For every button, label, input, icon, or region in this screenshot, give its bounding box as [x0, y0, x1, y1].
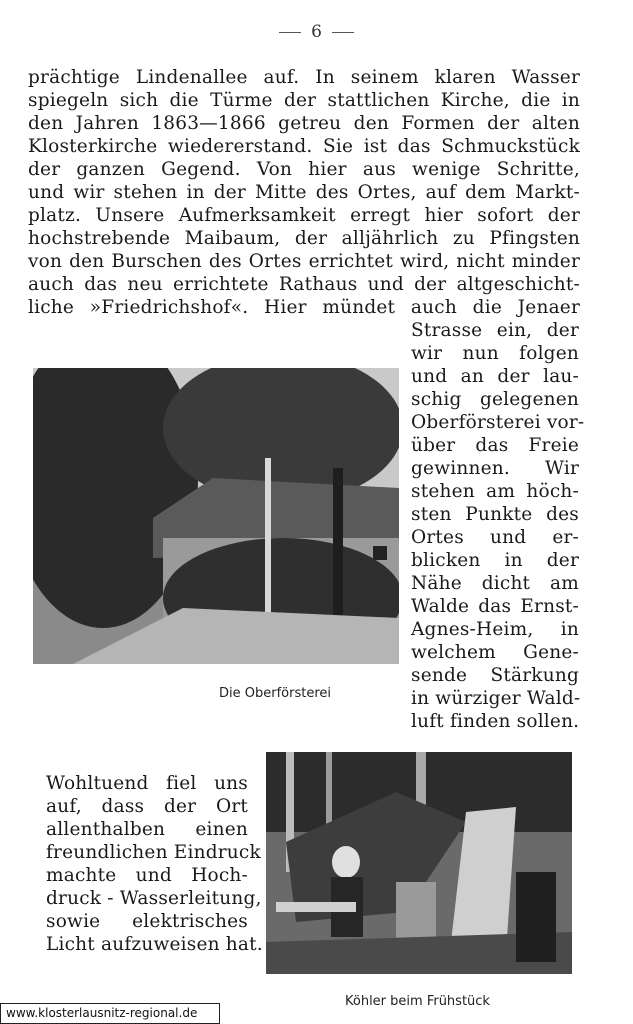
paragraph-1-line: der ganzen Gegend. Von hier aus wenige Schritte, — [28, 159, 580, 180]
wrap-line: Agnes-Heim, in — [411, 619, 579, 640]
page-number — [0, 22, 633, 42]
wrap-line: welchem Gene- — [411, 642, 579, 663]
wrap-line: gewinnen. Wir — [411, 458, 579, 479]
page-number-text: 6 — [311, 22, 322, 42]
wrap-line: wir nun folgen — [411, 343, 579, 364]
watermark-url: www.klosterlausnitz-regional.de — [0, 1003, 220, 1024]
wrap-line: über das Freie — [411, 435, 579, 456]
photo-koehler-image — [266, 752, 572, 974]
photo-oberfoersterei-image — [33, 368, 399, 664]
wrap-line: schig gelegenen — [411, 389, 579, 410]
wrap-line: Nähe dicht am — [411, 573, 579, 594]
paragraph-2-line: sowie elektrisches — [46, 911, 248, 932]
page-number-dash-left — [279, 32, 301, 33]
photo-koehler-caption: Köhler beim Frühstück — [345, 994, 490, 1009]
wrap-line: luft finden sollen. — [411, 711, 580, 732]
paragraph-2-line: druck - Wasserleitung, — [46, 888, 262, 909]
paragraph-1-line: von den Burschen des Ortes errichtet wird, nicht minder — [28, 251, 580, 272]
paragraph-1-line: liche »Friedrichshof«. Hier mündet auch die Jenaer — [28, 297, 580, 318]
wrap-line: in würziger Wald- — [411, 688, 581, 709]
wrap-line: blicken in der — [411, 550, 579, 571]
wrap-line: Strasse ein, der — [411, 320, 579, 341]
paragraph-1-line: platz. Unsere Aufmerksamkeit erregt hier sofort der — [28, 205, 580, 226]
photo-koehler — [266, 752, 572, 974]
paragraph-2-line: Wohltuend fiel uns — [46, 773, 248, 794]
page-number-dash-right — [332, 32, 354, 33]
paragraph-1-line: und wir stehen in der Mitte des Ortes, auf dem Markt- — [28, 182, 580, 203]
paragraph-2 — [46, 772, 263, 956]
paragraph-1-line: den Jahren 1863—1866 getreu den Formen der alten — [28, 113, 580, 134]
paragraph-1-line: auch das neu errichtete Rathaus und der altgeschicht- — [28, 274, 580, 295]
paragraph-1-line: Klosterkirche wiedererstand. Sie ist das Schmuckstück — [28, 136, 580, 157]
paragraph-2-line: auf, dass der Ort — [46, 796, 248, 817]
photo-oberfoersterei-caption: Die Oberförsterei — [219, 686, 331, 701]
wrap-line: Oberförsterei vor- — [411, 412, 585, 433]
paragraph-1-line: hochstrebende Maibaum, der alljährlich zu Pfingsten — [28, 228, 580, 249]
wrap-line: sten Punkte des — [411, 504, 579, 525]
paragraph-1-wrap-column — [411, 319, 585, 733]
paragraph-2-line: allenthalben einen — [46, 819, 248, 840]
paragraph-1-line: prächtige Lindenallee auf. In seinem klaren Wasser — [28, 67, 580, 88]
paragraph-1 — [28, 66, 580, 319]
wrap-line: und an der lau- — [411, 366, 579, 387]
wrap-line: stehen am höch- — [411, 481, 579, 502]
wrap-line: Walde das Ernst- — [411, 596, 579, 617]
wrap-line: sende Stärkung — [411, 665, 579, 686]
wrap-line: Ortes und er- — [411, 527, 579, 548]
paragraph-2-line: freundlichen Eindruck — [46, 842, 261, 863]
paragraph-2-line: Licht aufzuweisen hat. — [46, 934, 263, 955]
paragraph-2-line: machte und Hoch- — [46, 865, 248, 886]
photo-oberfoersterei — [33, 368, 399, 664]
paragraph-1-line: spiegeln sich die Türme der stattlichen Kirche, die in — [28, 90, 580, 111]
